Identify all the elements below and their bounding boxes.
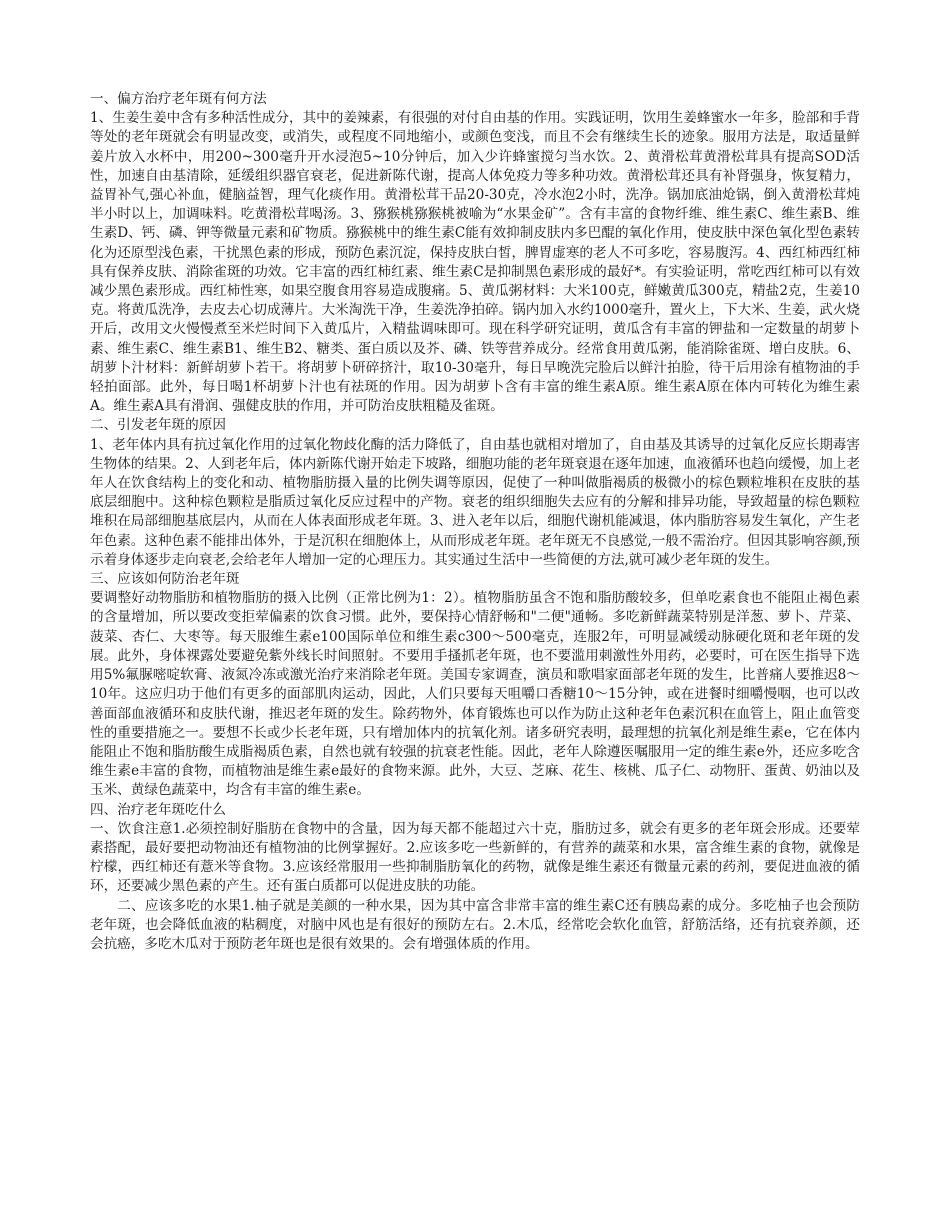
section-prevention	[90, 570, 860, 800]
section-paragraph: 二、应该多吃的水果1.柚子就是美颜的一种水果，因为其中富含非常丰富的维生素C还有胰岛素的成分。多吃柚子也会预防老年斑，也会降低血液的粘稠度，对脑中风也是有很好的预防左右。2.木瓜，经常吃会软化血管，舒筋活络，还有抗衰养颜，还会抗癌，多吃木瓜对于预防老年斑也是很有效果的。会有增强体质的作用。	[90, 897, 860, 952]
document-page	[90, 90, 860, 954]
section-causes	[90, 416, 860, 570]
section-diet	[90, 801, 860, 955]
section-paragraph: 1、老年体内具有抗过氧化作用的过氧化物歧化酶的活力降低了，自由基也就相对增加了，自由基及其诱导的过氧化反应长期毒害生物体的结果。2、人到老年后，体内新陈代谢开始走下坡路，细胞功能的老年斑衰退在逐年加速，血液循环也趋向缓慢，加上老年人在饮食结构上的变化和动、植物脂肪摄入量的比例失调等原因，促使了一种叫做脂褐质的极微小的棕色颗粒堆积在皮肤的基底层细胞中。这种棕色颗粒是脂质过氧化反应过程中的产物。衰老的组织细胞失去应有的分解和排异功能，导致超量的棕色颗粒堆积在局部细胞基底层内，从而在人体表面形成老年斑。3、进入老年以后，细胞代谢机能减退，体内脂肪容易发生氧化，产生老年色素。这种色素不能排出体外，于是沉积在细胞体上，从而形成老年斑。老年斑无不良感觉,一般不需治疗。但因其影响容颜,预示着身体逐步走向衰老,会给老年人增加一定的心理压力。其实通过生活中一些简便的方法,就可减少老年斑的发生。	[90, 436, 860, 568]
section-heading: 三、应该如何防治老年斑	[90, 571, 240, 588]
section-paragraph: 一、饮食注意1.必须控制好脂肪在食物中的含量，因为每天都不能超过六十克，脂肪过多，就会有更多的老年斑会形成。还要荤素搭配，最好要把动物油还有植物油的比例掌握好。2.应该多吃一些新鲜的，有营养的蔬菜和水果，富含维生素的食物，就像是柠檬，西红柿还有薏米等食物。3.应该经常服用一些抑制脂肪氧化的药物，就像是维生素还有微量元素的药剂，要促进血液的循环，还要减少黑色素的产生。还有蛋白质都可以促进皮肤的功能。	[90, 820, 860, 895]
section-remedies	[90, 90, 860, 416]
section-heading: 一、偏方治疗老年斑有何方法	[90, 91, 267, 107]
section-paragraph: 1、生姜生姜中含有多种活性成分，其中的姜辣素，有很强的对付自由基的作用。实践证明，饮用生姜蜂蜜水一年多，脸部和手背等处的老年斑就会有明显改变，或消失，或程度不同地缩小，或颜色变浅，而且不会有继续生长的迹象。服用方法是，取适量鲜姜片放入水杯中，用200~300毫升开水浸泡5~10分钟后，加入少许蜂蜜搅匀当水饮。2、黄滑松茸黄滑松茸具有提高SOD活性，加速自由基清除，延缓组织器官衰老，促进新陈代谢，提高人体免疫力等多种功效。黄滑松茸还具有补肾强身，恢复精力，益胃补气,强心补血，健脑益智，理气化痰作用。黄滑松茸干品20-30克，冷水泡2小时，洗净。锅加底油炝锅，倒入黄滑松茸炖半小时以上，加调味料。吃黄滑松茸喝汤。3、猕猴桃猕猴桃被喻为“水果金矿”。含有丰富的食物纤维、维生素C、维生素B、维生素D、钙、磷、钾等微量元素和矿物质。猕猴桃中的维生素C能有效抑制皮肤内多巴醌的氧化作用，使皮肤中深色氧化型色素转化为还原型浅色素，干扰黑色素的形成，预防色素沉淀，保持皮肤白皙，脾胃虚寒的老人不可多吃，容易腹泻。4、西红柿西红柿具有保养皮肤、消除雀斑的功效。它丰富的西红柿红素、维生素C是抑制黑色素形成的最好*。有实验证明，常吃西红柿可以有效减少黑色素形成。西红柿性寒，如果空腹食用容易造成腹痛。5、黄瓜粥材料：大米100克，鲜嫩黄瓜300克，精盐2克，生姜10克。将黄瓜洗净，去皮去心切成薄片。大米淘洗干净，生姜洗净拍碎。锅内加入水约1000毫升，置火上，下大米、生姜，武火烧开后，改用文火慢慢煮至米烂时间下入黄瓜片，入精盐调味即可。现在科学研究证明，黄瓜含有丰富的钾盐和一定数量的胡萝卜素、维生素C、维生素B1、维生B2、糖类、蛋白质以及芥、磷、铁等营养成分。经常食用黄瓜粥，能消除雀斑、增白皮肤。6、胡萝卜汁材料：新鲜胡萝卜若干。将胡萝卜研碎挤汁，取10-30毫升，每日早晚洗完脸后以鲜汁拍脸，待干后用涂有植物油的手轻拍面部。此外，每日喝1杯胡萝卜汁也有祛斑的作用。因为胡萝卜含有丰富的维生素A原。维生素A原在体内可转化为维生素A。维生素A具有滑润、强健皮肤的作用，并可防治皮肤粗糙及雀斑。	[90, 110, 860, 415]
section-heading: 四、治疗老年斑吃什么	[90, 801, 226, 818]
section-paragraph: 要调整好动物脂肪和植物脂肪的摄入比例（正常比例为1：2）。植物脂肪虽含不饱和脂肪酸较多，但单吃素食也不能阻止褐色素的含量增加，所以要改变拒荤偏素的饮食习惯。此外，要保持心情舒畅和"二便"通畅。多吃新鲜蔬菜特别是洋葱、萝卜、芹菜、菠菜、杏仁、大枣等。每天服维生素e100国际单位和维生素c300～500毫克，连服2年，可明显减缓动脉硬化斑和老年斑的发展。此外，身体裸露处要避免紫外线长时间照射。不要用手搔抓老年斑，也不要滥用刺激性外用药，必要时，可在医生指导下选用5%氟脲嘧啶软膏、液氮冷冻或激光治疗来消除老年斑。美国专家调查，演员和歌唱家面部老年斑的发生，比普痛人要推迟8～10年。这应归功于他们有更多的面部肌肉运动，因此，人们只要每天咀嚼口香糖10～15分钟，或在进餐时细嚼慢咽，也可以改善面部血液循环和皮肤代谢，推迟老年斑的发生。除药物外，体育锻炼也可以作为防止这种老年色素沉积在血管上，阻止血管变性的重要措施之一。要想不长或少长老年斑，只有增加体内的抗氧化剂。诸多研究表明，最理想的抗氧化剂是维生素e，它在体内能阻止不饱和脂肪酸生成脂褐质色素，自然也就有较强的抗衰老性能。因此，老年人除遵医嘱服用一定的维生素e外，还应多吃含维生素e丰富的食物，而植物油是维生素e最好的食物来源。此外，大豆、芝麻、花生、核桃、瓜子仁、动物肝、蛋黄、奶油以及玉米、黄绿色蔬菜中，均含有丰富的维生素e。	[90, 590, 860, 799]
section-heading: 二、引发老年斑的原因	[90, 417, 226, 434]
